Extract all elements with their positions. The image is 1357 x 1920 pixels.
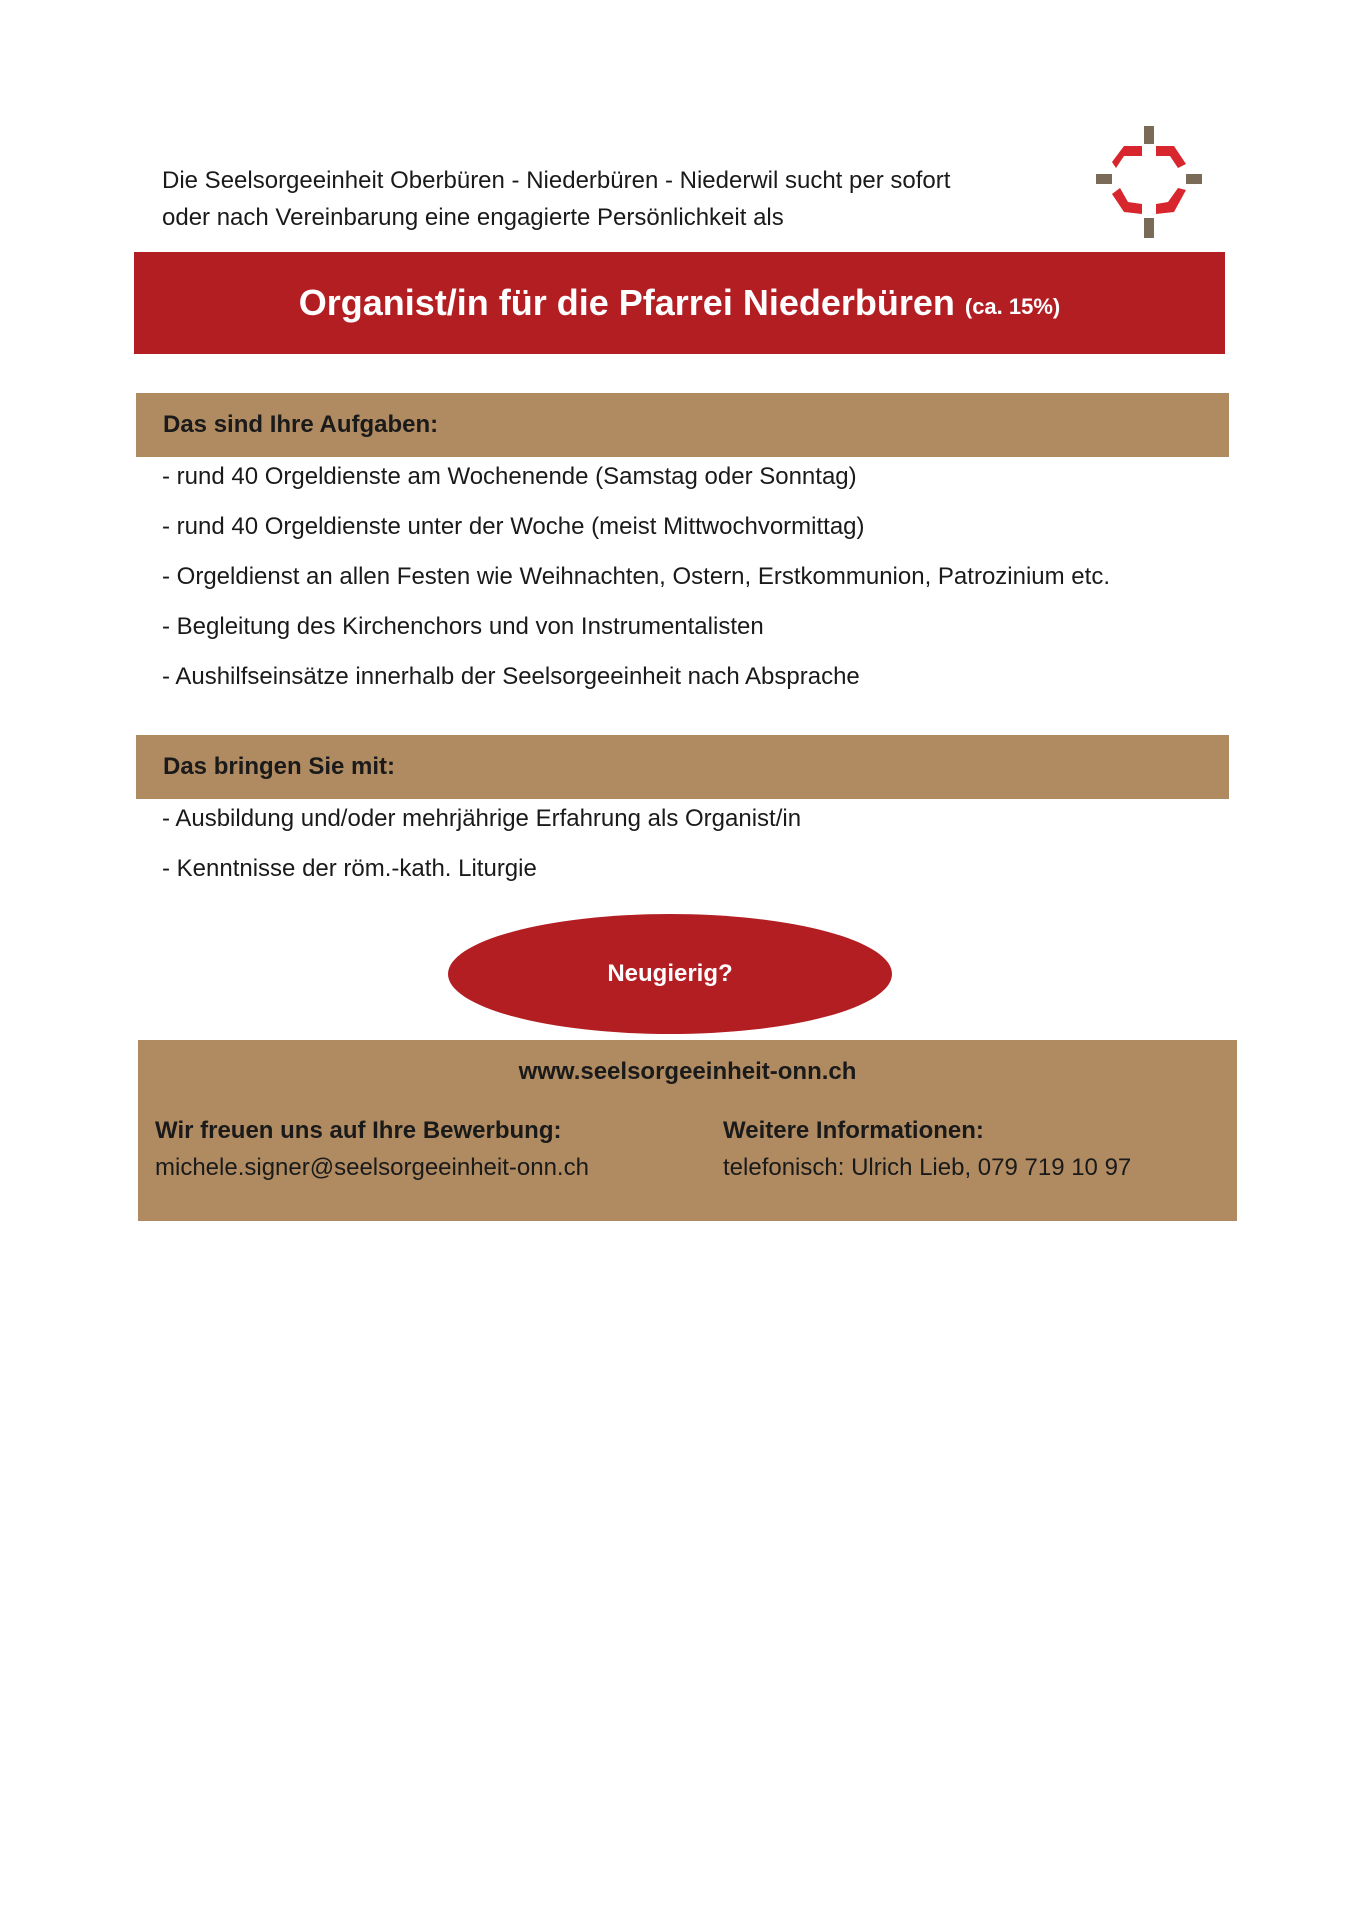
contact-footer [138, 1040, 1237, 1221]
cross-logo-icon [1094, 124, 1204, 240]
info-heading: Weitere Informationen: [723, 1117, 984, 1144]
list-item: - Ausbildung und/oder mehrjährige Erfahrung als Organist/in [162, 805, 802, 832]
application-contact [155, 1112, 589, 1186]
intro-line-1: Die Seelsorgeeinheit Oberbüren - Niederbüren - Niederwil sucht per sofort [162, 167, 951, 194]
intro-line-2: oder nach Vereinbarung eine engagierte Persönlichkeit als [162, 204, 784, 231]
application-email[interactable]: michele.signer@seelsorgeeinheit-onn.ch [155, 1154, 589, 1181]
requirements-list [162, 794, 801, 894]
application-heading: Wir freuen uns auf Ihre Bewerbung: [155, 1117, 562, 1144]
job-title-banner [134, 252, 1225, 354]
list-item: - Begleitung des Kirchenchors und von Instrumentalisten [162, 613, 764, 640]
requirements-heading: Das bringen Sie mit: [163, 753, 396, 780]
curious-button[interactable]: Neugierig? [448, 914, 892, 1034]
tasks-list [162, 452, 1110, 702]
tasks-heading-bar [136, 393, 1229, 457]
job-percentage: (ca. 15%) [964, 294, 1061, 319]
requirements-heading-bar [136, 735, 1229, 799]
job-title: Organist/in für die Pfarrei Niederbüren [298, 282, 955, 323]
list-item: - rund 40 Orgeldienste am Wochenende (Samstag oder Sonntag) [162, 463, 857, 490]
list-item: - Kenntnisse der röm.-kath. Liturgie [162, 855, 537, 882]
list-item: - Orgeldienst an allen Festen wie Weihnachten, Ostern, Erstkommunion, Patrozinium etc. [162, 563, 1110, 590]
tasks-heading: Das sind Ihre Aufgaben: [163, 411, 439, 438]
info-contact [723, 1112, 1131, 1186]
website-link[interactable]: www.seelsorgeeinheit-onn.ch [518, 1058, 857, 1085]
info-phone: telefonisch: Ulrich Lieb, 079 719 10 97 [723, 1154, 1132, 1181]
list-item: - Aushilfseinsätze innerhalb der Seelsorgeeinheit nach Absprache [162, 663, 860, 690]
list-item: - rund 40 Orgeldienste unter der Woche (meist Mittwochvormittag) [162, 513, 865, 540]
intro-text [162, 162, 1042, 236]
